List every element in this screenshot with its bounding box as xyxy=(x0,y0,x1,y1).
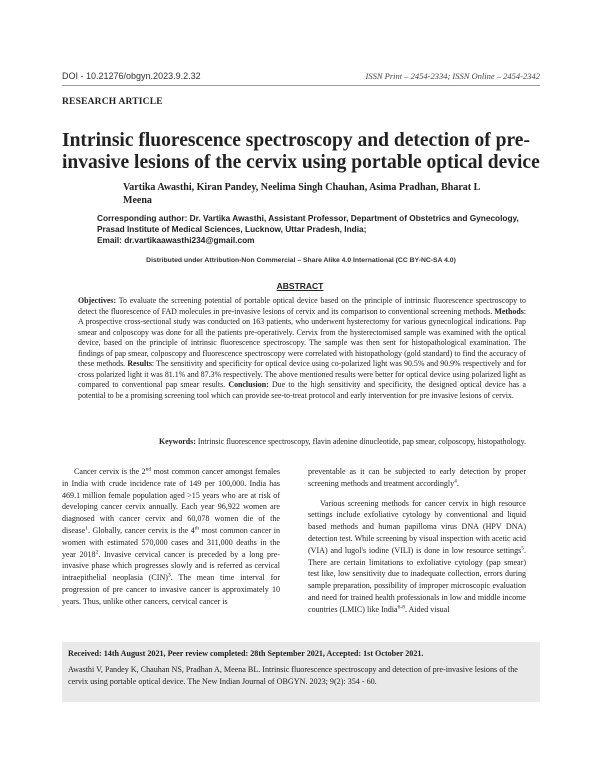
body-column-right xyxy=(308,466,526,616)
body-paragraph: Cancer cervix is the 2nd most common cancer amongst females in India with crude incidence rate of 149 per 100,000. India has 469.1 million female population aged >15 years who are at risk of developing cancer cervix annually. Each year 96,922 women are diagnosed with cancer cervix and 60,078 women die of the disease$^1$. Globally, cancer cervix is the 4th most common cancer in women with estimated 570,000 cases and 311,000 deaths in the year 2018$^2$. Invasive cervical cancer is preceded by a long pre-invasive phase which progresses slowly and is referred as cervical intraepithelial neoplasia (CIN)$^3$. The mean time interval for progression of pre cancer to invasive cancer is approximately 10 years. Thus, unlike other cancers, cervical cancer is xyxy=(62,466,280,606)
email-label: Email: xyxy=(97,235,122,246)
conclusion-text: Due to the high sensitivity and specificity, the designed optical device has a potential to be a promising screening tool which can provide see-to-treat protocol and early intervention for pre invasive lesions of cervix. xyxy=(78,380,526,400)
author-list: Vartika Awasthi, Kiran Pandey, Neelima Singh Chauhan, Asima Pradhan, Bharat L Meena xyxy=(123,182,480,206)
license-statement: Distributed under Attribution-Non Commercial – Share Alike 4.0 International (CC BY-NC-SA 4.0) xyxy=(146,257,456,264)
doi-header: DOI - 10.21276/obgyn.2023.9.2.32 xyxy=(62,71,201,81)
body-paragraph: preventable as it can be subjected to early detection by proper screening methods and treatment accordingly$^4$. xyxy=(308,467,526,488)
article-title: Intrinsic fluorescence spectroscopy and detection of pre-invasive lesions of the cervix using portable optical device xyxy=(62,130,540,173)
abstract-heading: ABSTRACT xyxy=(276,281,324,291)
corresponding-label: Corresponding author: xyxy=(97,213,188,223)
keywords-text: Intrinsic fluorescence spectroscopy, flavin adenine dinucleotide, pap smear, colposcopy, histopathology. xyxy=(197,437,526,446)
email-address[interactable]: dr.vartikaawasthi234@gmail.com xyxy=(124,235,255,246)
body-paragraph: Various screening methods for cancer cervix in high resource settings include exfoliative cytology by conventional and liquid based methods and human papilloma virus DNA (HPV DNA) detection test. While screening by visual inspection with acetic acid (VIA) and lugol's iodine (VILI) is done in low resource settings$^5$. There are certain limitations to exfoliative cytology (pap smear) test like, low sensitivity due to inadequate collection, errors during sample preparation, possibility of improper microscopic evaluation and need for trained health professionals in low and middle income countries (LMIC) like India$^{6-8}$. Aided visual xyxy=(308,498,526,614)
body-column-left xyxy=(62,466,280,608)
objectives-label: Objectives: xyxy=(78,296,117,305)
keywords xyxy=(78,437,526,448)
issn-header: ISSN Print – 2454-2334; ISSN Online – 2454-2342 xyxy=(365,71,540,81)
header-divider xyxy=(62,85,540,86)
abstract-body xyxy=(78,296,526,401)
methods-text: : A prospective cross-sectional study was conducted on 163 patients, who underwent hysterectomy for various gynecological indications. Pap smear and colposcopy was done for all the patients pre-operatively. Cervix from the hysterectomised sample was examined with the optical device, based on the principle of intrinsic fluorescence spectroscopy. The sample was then sent for histopathological examination. The findings of pap smear, colposcopy and fluorescence spectroscopy were correlated with histopathology (gold standard) to find the accuracy of these methods. xyxy=(78,306,526,368)
section-label: RESEARCH ARTICLE xyxy=(62,97,163,107)
corresponding-text: Dr. Vartika Awasthi, Assistant Professor, Department of Obstetrics and Gynecology, Prasad Institute of Medical Sciences, Lucknow, Uttar Pradesh, India; xyxy=(97,213,519,235)
results-label: Results xyxy=(127,359,152,368)
results-text: : The sensitivity and specificity for optical device using co-polarized light was 90.5% and 90.9% respectively and for cross polarized light it was 81.1% and 87.3% respectively. The above mentioned results were better for optical device using polarized light as compared to conventional pap smear results. xyxy=(78,359,526,389)
article-dates: Received: 14th August 2021, Peer review completed: 28th September 2021, Accepted: 1st October 2021. xyxy=(68,649,424,658)
objectives-text: To evaluate the screening potential of portable optical device based on the principle of intrinsic fluorescence spectroscopy to detect the fluorescence of FAD molecules in pre-invasive lesions of cervix and its comparison to conventional screening methods. xyxy=(78,296,526,316)
conclusion-label: Conclusion: xyxy=(228,380,269,389)
keywords-label: Keywords: xyxy=(159,437,196,446)
methods-label: Methods xyxy=(494,306,524,316)
citation: Awasthi V, Pandey K, Chauhan NS, Pradhan A, Meena BL. Intrinsic fluorescence spectroscopy and detection of pre-invasive lesions of the cervix using portable optical device. The New Indian Journal of OBGYN. 2023; 9(2): 354 - 60. xyxy=(68,665,518,686)
corresponding-author xyxy=(97,213,537,247)
